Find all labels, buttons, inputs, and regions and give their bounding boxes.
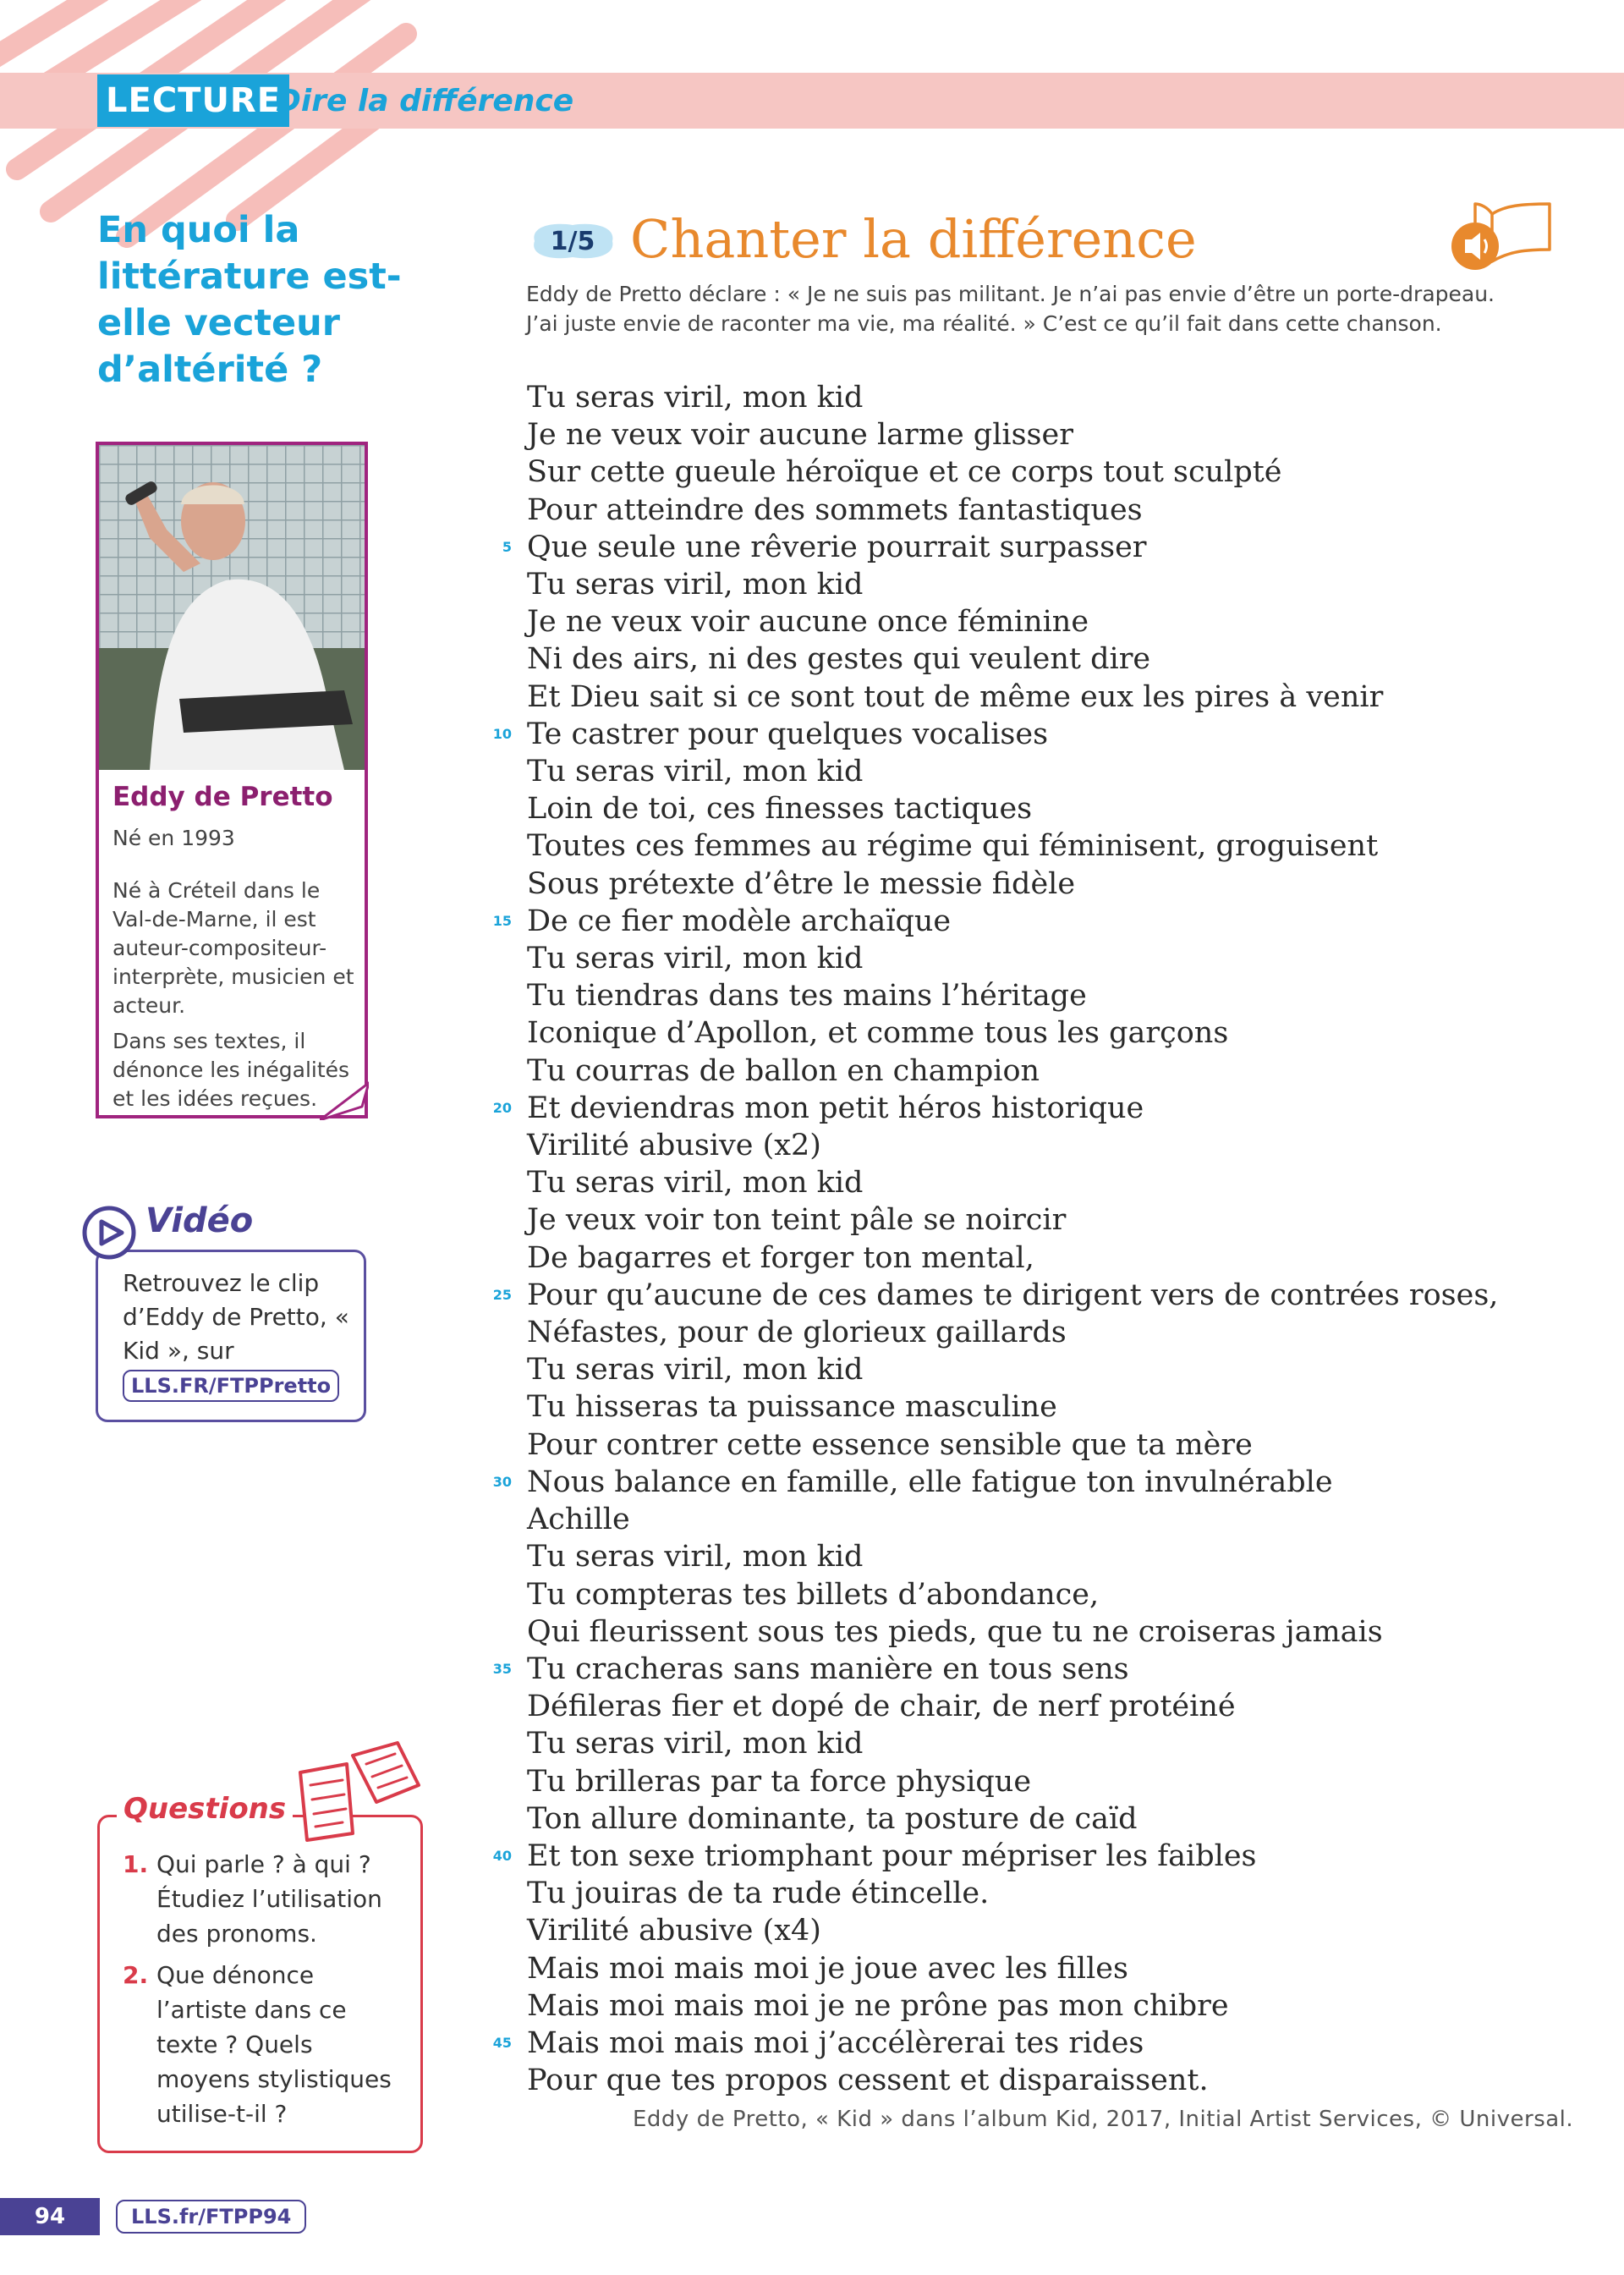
poem-line-text: Tu seras viril, mon kid	[527, 942, 864, 976]
poem-line-text: Tu seras viril, mon kid	[527, 1166, 864, 1201]
poem-line	[486, 529, 1527, 566]
poem-line	[486, 1239, 1527, 1277]
poem-line-text: Tu seras viril, mon kid	[527, 755, 864, 789]
poem-line-text: Défileras fier et dopé de chair, de nerf protéiné	[527, 1690, 1236, 1724]
poem-line-text: Tu courras de ballon en champion	[527, 1053, 1040, 1088]
poem-line	[486, 1351, 1527, 1388]
line-number: 5	[502, 538, 512, 555]
poem-line	[486, 2062, 1527, 2099]
poem-line-text: Te castrer pour quelques vocalises	[527, 717, 1049, 751]
video-text: Retrouvez le clip d’Eddy de Pretto, « Kid », sur	[123, 1269, 349, 1365]
questions-title: Questions	[117, 1792, 293, 1826]
poem-line	[486, 453, 1527, 491]
poem-line-text: Je ne veux voir aucune larme glisser	[527, 418, 1073, 453]
poem-line	[486, 940, 1527, 977]
poem-line-text: Sous prétexte d’être le messie fidèle	[527, 866, 1076, 901]
poem-line	[486, 1800, 1527, 1838]
poem-line	[486, 603, 1527, 640]
poem-line-text: Virilité abusive (x4)	[527, 1914, 821, 1948]
poem-line-text: Achille	[527, 1503, 630, 1537]
question-number: 2.	[123, 1961, 149, 1989]
poem-line-text: Tu compteras tes billets d’abondance,	[527, 1577, 1100, 1612]
poem-line	[486, 790, 1527, 827]
poem-line-text: Tu cracheras sans manière en tous sens	[527, 1651, 1129, 1686]
poem-line	[486, 1314, 1527, 1351]
poem-line-text: Tu seras viril, mon kid	[527, 1540, 864, 1574]
line-number: 40	[492, 1847, 512, 1864]
author-birth-year: Né en 1993	[112, 826, 235, 850]
poem-line-text: Nous balance en famille, elle fatigue ton invulnérable	[527, 1464, 1333, 1499]
poem-line-text: Et Dieu sait si ce sont tout de même eux les pires à venir	[527, 679, 1384, 714]
poem-line-text: Je veux voir ton teint pâle se noircir	[527, 1203, 1067, 1238]
poem-line	[486, 640, 1527, 678]
poem-line-text: Tu jouiras de ta rude étincelle.	[527, 1877, 990, 1911]
poem-line-text: Tu seras viril, mon kid	[527, 1353, 864, 1388]
page-fold-decoration	[320, 1081, 369, 1120]
author-bio	[112, 876, 358, 1113]
paper-sheets-icon	[292, 1739, 427, 1849]
poem-line	[486, 1576, 1527, 1613]
line-number: 10	[492, 725, 512, 742]
video-title: Vidéo	[140, 1201, 258, 1240]
poem-line	[486, 2025, 1527, 2062]
poem-line	[486, 1838, 1527, 1875]
poem-line-text: Que seule une rêverie pourrait surpasser	[527, 530, 1147, 564]
poem-line	[486, 1987, 1527, 2025]
question-item	[123, 1958, 410, 2131]
text-title: Chanter la différence	[630, 208, 1197, 270]
poem-line-text: Tu tiendras dans tes mains l’héritage	[527, 979, 1087, 1014]
poem-line	[486, 865, 1527, 903]
poem-line-text: Tu brilleras par ta force physique	[527, 1764, 1032, 1799]
poem-line	[486, 492, 1527, 529]
video-description	[123, 1267, 351, 1402]
poem-line-text: Mais moi mais moi je joue avec les filles	[527, 1951, 1128, 1986]
audio-book-icon[interactable]	[1450, 197, 1553, 273]
poem-line-text: Toutes ces femmes au régime qui féminisent, groguisent	[527, 829, 1379, 864]
poem-line-text: Mais moi mais moi je ne prône pas mon chibre	[527, 1988, 1229, 2023]
line-number: 30	[492, 1473, 512, 1490]
poem-line	[486, 827, 1527, 865]
poem-line	[486, 1426, 1527, 1464]
poem-line	[486, 977, 1527, 1014]
poem-line	[486, 716, 1527, 753]
author-photo	[99, 445, 365, 770]
line-number: 15	[492, 912, 512, 929]
poem-line-text: Qui fleurissent sous tes pieds, que tu ne croiseras jamais	[527, 1614, 1383, 1649]
badge-label: 1/5	[550, 227, 595, 256]
poem-line	[486, 1201, 1527, 1239]
poem-line	[486, 1875, 1527, 1912]
poem-line-text: De bagarres et forger ton mental,	[527, 1240, 1034, 1275]
poem-line	[486, 416, 1527, 453]
poem-line-text: Je ne veux voir aucune once féminine	[527, 605, 1089, 640]
section-label: LECTURE	[97, 74, 289, 127]
poem-line	[486, 1277, 1527, 1314]
poem-line-text: De ce fier modèle archaïque	[527, 904, 952, 938]
main-question: En quoi la littérature est-elle vecteur d’altérité ?	[97, 209, 402, 391]
poem-line-text: Et deviendras mon petit héros historique	[527, 1091, 1144, 1125]
line-number: 35	[492, 1660, 512, 1677]
poem-line-text: Iconique d’Apollon, et comme tous les garçons	[527, 1016, 1229, 1051]
footer-link[interactable]: LLS.fr/FTPP94	[116, 2200, 306, 2234]
poem-line	[486, 903, 1527, 940]
poem-line	[486, 1725, 1527, 1762]
poem-line	[486, 1501, 1527, 1538]
poem-line-text: Pour contrer cette essence sensible que ta mère	[527, 1427, 1253, 1462]
poem-line	[486, 1052, 1527, 1090]
text-intro: Eddy de Pretto déclare : « Je ne suis pas militant. Je n’ai pas envie d’être un porte-drapeau. J’ai juste envie de raconter ma vie, ma réalité. » C’est ce qu’il fait dans cette chanson.	[526, 282, 1495, 336]
poem-line-text: Loin de toi, ces finesses tactiques	[527, 792, 1033, 827]
poem-line-text: Pour atteindre des sommets fantastiques	[527, 492, 1143, 527]
question-text: Que dénonce l’artiste dans ce texte ? Quels moyens stylistiques utilise-t-il ?	[156, 1961, 392, 2128]
questions-list	[123, 1847, 410, 2138]
line-number: 25	[492, 1286, 512, 1303]
poem-line-text: Pour que tes propos cessent et disparaissent.	[527, 2063, 1209, 2098]
poem-line	[486, 379, 1527, 416]
question-item	[123, 1847, 410, 1951]
poem-line	[486, 1912, 1527, 1949]
video-link[interactable]: LLS.FR/FTPPretto	[123, 1370, 339, 1402]
poem-line-text: Tu hisseras ta puissance masculine	[527, 1390, 1057, 1425]
poem-line	[486, 1950, 1527, 1987]
poem-line	[486, 753, 1527, 790]
poem-line	[486, 1127, 1527, 1164]
poem-line-text: Tu seras viril, mon kid	[527, 1727, 864, 1761]
poem-line-text: Néfastes, pour de glorieux gaillards	[527, 1316, 1067, 1350]
play-circle-icon[interactable]	[81, 1205, 137, 1261]
poem-line-text: Virilité abusive (x2)	[527, 1129, 821, 1163]
poem-line-text: Sur cette gueule héroïque et ce corps tout sculpté	[527, 455, 1282, 490]
poem-line	[486, 1014, 1527, 1052]
poem-line-text: Tu seras viril, mon kid	[527, 381, 864, 415]
poem-line	[486, 1651, 1527, 1688]
poem-line-text: Ni des airs, ni des gestes qui veulent dire	[527, 642, 1151, 677]
author-bio-paragraph-2: Dans ses textes, il dénonce les inégalités et les idées reçues.	[112, 1029, 350, 1111]
author-name: Eddy de Pretto	[112, 782, 333, 812]
poem-line-text: Tu seras viril, mon kid	[527, 568, 864, 602]
poem	[486, 379, 1527, 2099]
poem-line	[486, 1388, 1527, 1426]
poem-line	[486, 1613, 1527, 1651]
poem-line-text: Ton allure dominante, ta posture de caïd	[527, 1801, 1138, 1836]
line-number: 45	[492, 2034, 512, 2051]
line-number: 20	[492, 1099, 512, 1116]
poem-line	[486, 1763, 1527, 1800]
text-number-badge	[526, 220, 619, 262]
poem-line-text: Pour qu’aucune de ces dames te dirigent vers de contrées roses,	[527, 1278, 1499, 1312]
section-title: Dire la différence	[276, 84, 574, 118]
page-number: 94	[0, 2198, 100, 2235]
poem-line-text: Et ton sexe triomphant pour mépriser les faibles	[527, 1838, 1257, 1873]
poem-line-text: Mais moi mais moi j’accélèrerai tes rides	[527, 2025, 1144, 2060]
poem-line	[486, 1090, 1527, 1127]
author-bio-paragraph-1: Né à Créteil dans le Val-de-Marne, il est auteur-compositeur-interprète, musicien et acteur.	[112, 878, 354, 1018]
question-number: 1.	[123, 1850, 149, 1878]
poem-line	[486, 1464, 1527, 1501]
poem-line	[486, 679, 1527, 716]
question-text: Qui parle ? à qui ? Étudiez l’utilisation des pronoms.	[156, 1850, 382, 1948]
text-source: Eddy de Pretto, « Kid » dans l’album Kid, 2017, Initial Artist Services, © Universal.	[633, 2107, 1574, 2132]
poem-line	[486, 1164, 1527, 1201]
poem-line	[486, 1688, 1527, 1725]
poem-line	[486, 1538, 1527, 1575]
author-card	[96, 442, 368, 1118]
poem-line	[486, 566, 1527, 603]
